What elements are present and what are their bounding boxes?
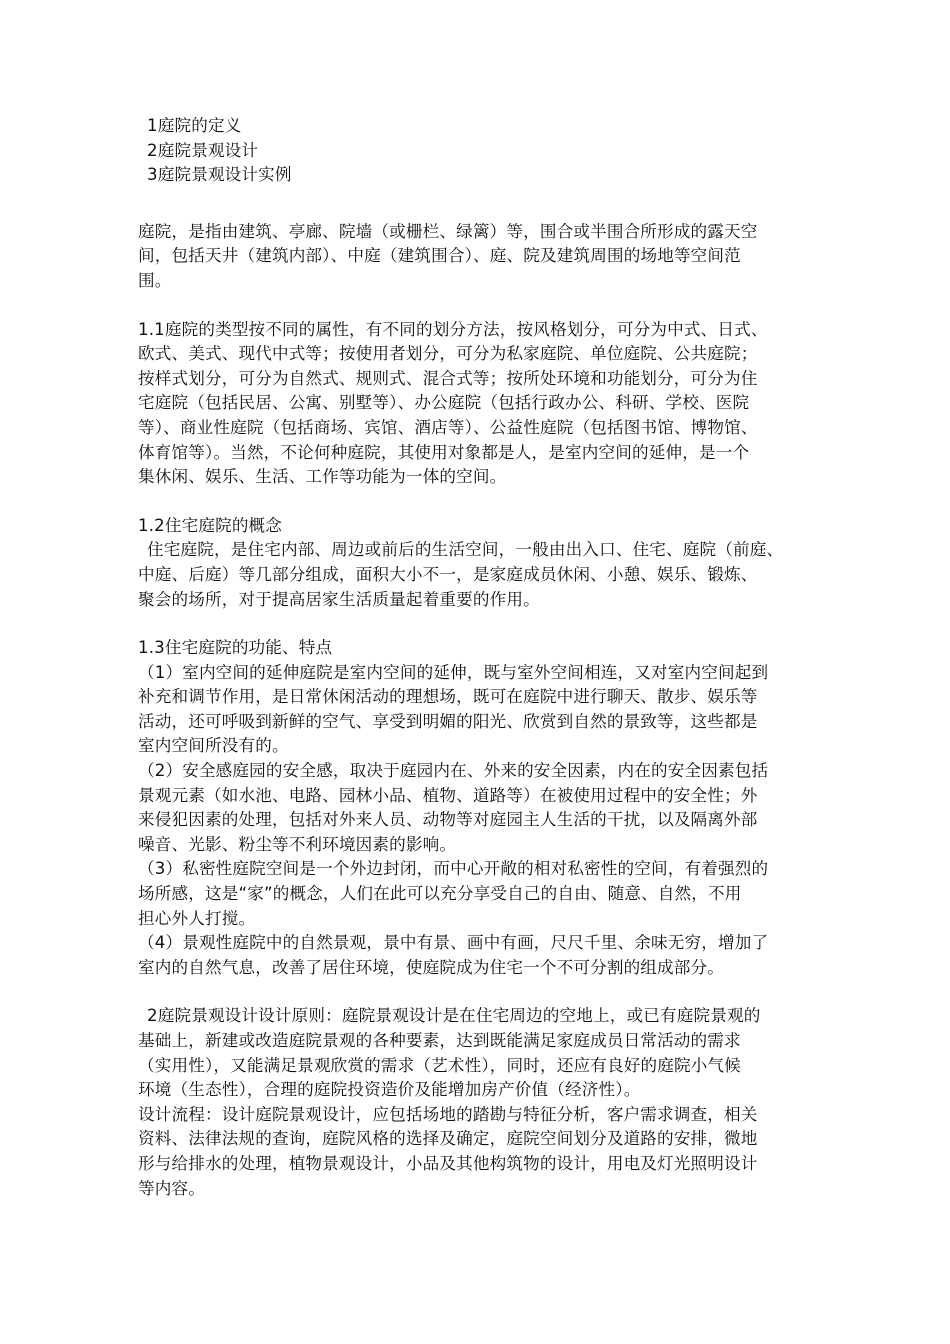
definition-paragraph (138, 220, 838, 294)
text-line: 来侵犯因素的处理，包括对外来人员、动物等对庭园主人生活的干扰，以及隔离外部 (138, 810, 758, 830)
text-line: 景观元素（如水池、电路、园林小品、植物、道路等）在被使用过程中的安全性；外 (138, 785, 758, 805)
text-line: 场所感，这是“家”的概念，人们在此可以充分享受自己的自由、随意、自然，不用 (138, 884, 742, 904)
text-line: 补充和调节作用，是日常休闲活动的理想场，既可在庭院中进行聊天、散步、娱乐等 (138, 687, 758, 707)
text-line: 围。 (138, 270, 172, 290)
section-1-2 (138, 514, 838, 612)
text-line: 体育馆等）。当然，不论何种庭院，其使用对象都是人，是室内空间的延伸，是一个 (138, 442, 750, 462)
text-line: 宅庭院（包括民居、公寓、别墅等）、办公庭院（包括行政办公、科研、学校、医院 (138, 393, 750, 413)
document-page (138, 114, 838, 1201)
text-line: 按样式划分，可分为自然式、规则式、混合式等；按所处环境和功能划分，可分为住 (138, 368, 758, 388)
toc-item: 1庭院的定义 (147, 116, 242, 135)
text-line: （2）安全感庭园的安全感，取决于庭园内在、外来的安全因素，内在的安全因素包括 (138, 761, 769, 781)
text-line: 等内容。 (138, 1178, 205, 1198)
toc-item: 2庭院景观设计 (147, 140, 259, 160)
text-line: 活动，还可呼吸到新鲜的空气、享受到明媚的阳光、欣赏到自然的景致等，这些都是 (138, 711, 758, 731)
text-line: 基础上，新建或改造庭院景观的各种要素，达到既能满足家庭成员日常活动的需求 (138, 1031, 741, 1050)
section-heading: 1.2住宅庭院的概念 (138, 515, 283, 535)
text-line: 欧式、美式、现代中式等；按使用者划分，可分为私家庭院、单位庭院、公共庭院； (138, 344, 758, 364)
text-line: 间，包括天井（建筑内部）、中庭（建筑围合）、庭、院及建筑周围的场地等空间范 (138, 246, 741, 266)
text-line: 2庭院景观设计设计原则：庭院景观设计是在住宅周边的空地上，或已有庭院景观的 (147, 1006, 761, 1026)
text-line: 室内空间所没有的。 (138, 736, 289, 756)
text-line: 住宅庭院，是住宅内部、周边或前后的生活空间，一般由出入口、住宅、庭院（前庭、 (147, 540, 784, 560)
section-2 (138, 1004, 838, 1201)
text-line: （3）私密性庭院空间是一个外边封闭，而中心开敞的相对私密性的空间，有着强烈的 (138, 859, 769, 879)
text-line: 设计流程：设计庭院景观设计，应包括场地的踏勘与特征分析，客户需求调查，相关 (138, 1104, 758, 1124)
section-heading: 1.3住宅庭院的功能、特点 (138, 638, 333, 658)
text-line: 室内的自然气息，改善了居住环境，使庭院成为住宅一个不可分割的组成部分。 (138, 957, 725, 977)
section-1-1-paragraph (138, 318, 838, 490)
text-line: 1.1庭院的类型按不同的属性，有不同的划分方法，按风格划分，可分为中式、日式、 (138, 319, 768, 339)
text-line: （实用性），又能满足景观欣赏的需求（艺术性），同时，还应有良好的庭院小气候 (138, 1055, 741, 1075)
section-1-3 (138, 636, 838, 980)
table-of-contents (138, 114, 838, 188)
text-line: 等）、商业性庭院（包括商场、宾馆、酒店等）、公益性庭院（包括图书馆、博物馆、 (138, 417, 758, 437)
text-line: 形与给排水的处理，植物景观设计，小品及其他构筑物的设计，用电及灯光照明设计 (138, 1153, 758, 1173)
text-line: 环境（生态性），合理的庭院投资造价及能增加房产价值（经济性）。 (138, 1080, 641, 1100)
text-line: （1）室内空间的延伸庭院是室内空间的延伸，既与室外空间相连，又对室内空间起到 (138, 662, 769, 682)
text-line: 中庭、后庭）等几部分组成，面积大小不一，是家庭成员休闲、小憩、娱乐、锻炼、 (138, 564, 758, 584)
text-line: 噪音、光影、粉尘等不利环境因素的影响。 (138, 834, 457, 854)
text-line: 集休闲、娱乐、生活、工作等功能为一体的空间。 (138, 467, 507, 487)
text-line: 庭院，是指由建筑、亭廊、院墙（或栅栏、绿篱）等，围合或半围合所形成的露天空 (138, 221, 758, 241)
toc-item: 3庭院景观设计实例 (147, 165, 292, 185)
text-line: 资料、法律法规的查询，庭院风格的选择及确定，庭院空间划分及道路的安排，微地 (138, 1129, 758, 1149)
text-line: 聚会的场所，对于提高居家生活质量起着重要的作用。 (138, 589, 540, 609)
text-line: （4）景观性庭院中的自然景观，景中有景、画中有画，尺尺千里、余味无穷，增加了 (138, 933, 769, 953)
text-line: 担心外人打搅。 (138, 908, 256, 928)
